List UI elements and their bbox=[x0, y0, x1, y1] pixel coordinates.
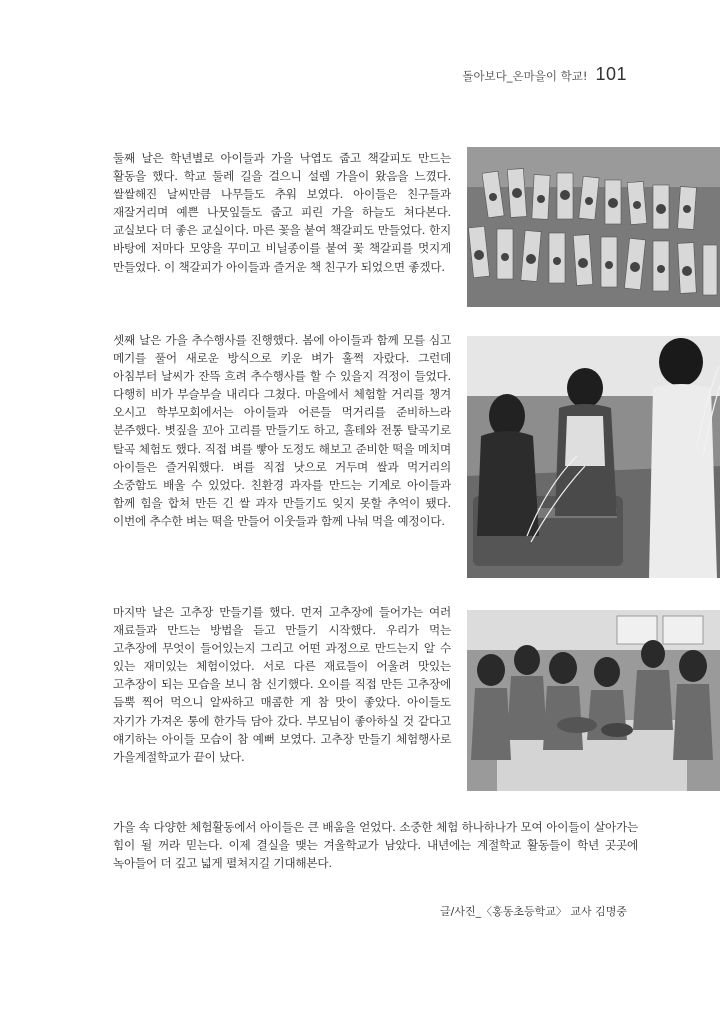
section-title: 돌아보다_온마을이 학교! bbox=[462, 69, 588, 83]
photo-credit: 글/사진_〈홍동초등학교〉 교사 김명중 bbox=[440, 905, 627, 918]
photo-bookmarks bbox=[467, 147, 720, 307]
paragraph-harvest: 셋째 날은 가을 추수행사를 진행했다. 봄에 아이들과 함께 모를 심고 메기를 풀어 새로운 방식으로 키운 벼가 훌쩍 자랐다. 그런데 아침부터 날씨가 잔뜩 흐려 추수행사를 할 수 있을지 걱정이 들었다. 다행히 비가 부슬부슬 내리다 그쳤다. 마을에서 체험할 거리를 챙겨 오시고 학부모회에서는 아이들과 어른들 먹거리를 준비하느라 분주했다. 볏짚을 꼬아 고리를 만들기도 하고, 홀테와 전통 탈곡기로 탈곡 체험도 했다. 직접 벼를 빻아 도정도 해보고 준비한 떡을 메치며 아이들은 즐거워했다. 벼를 직접 낫으로 거두며 쌀과 먹거리의 소중함도 배울 수 있었다. 친환경 과자를 만드는 기계로 아이들과 함께 힘을 합쳐 만든 긴 쌀 과자 만들기도 잊지 못할 추억이 됐다. 이번에 추수한 벼는 떡을 만들어 이웃들과 함께 나눠 먹을 예정이다. bbox=[113, 333, 451, 528]
paragraph-closing: 가을 속 다양한 체험활동에서 아이들은 큰 배움을 얻었다. 소중한 체험 하나하나가 모여 아이들이 살아가는 힘이 될 꺼라 믿는다. 이제 결실을 맺는 겨울학교가 남았다. 내년에는 계절학교 활동들이 학년 곳곳에 녹아들어 더 깊고 넓게 펼쳐지길 기대해본다. bbox=[113, 820, 638, 871]
paragraph-bookmarks: 둘째 날은 학년별로 아이들과 가을 낙엽도 줍고 책갈피도 만드는 활동을 했다. 학교 둘레 길을 걸으니 설렘 가을이 왔음을 느꼈다. 쌀쌀해진 날씨만큼 나무들도 추워 보였다. 아이들은 친구들과 재잘거리며 예쁜 나뭇잎들도 줍고 피린 가을 하늘도 쳐다본다. 교실보다 더 좋은 교실이다. 마른 꽃을 붙여 책갈피도 만들었다. 한지 바탕에 저마다 모양을 꾸미고 비닐종이를 붙여 꽃 책갈피를 멋지게 만들었다. 이 책갈피가 아이들과 즐거운 책 친구가 되었으면 좋겠다. bbox=[113, 151, 451, 274]
page-number: 101 bbox=[595, 64, 627, 84]
photo-harvest bbox=[467, 336, 720, 578]
running-header bbox=[462, 64, 627, 85]
photo-gochujang bbox=[467, 610, 720, 791]
paragraph-gochujang: 마지막 날은 고추장 만들기를 했다. 먼저 고추장에 들어가는 여러 재료들과 만드는 방법을 듣고 만들기 시작했다. 우리가 먹는 고추장에 무엇이 들어있는지 그리고 어떤 과정으로 만드는지 알 수 있는 재미있는 체험이었다. 서로 다른 재료들이 어울려 맛있는 고추장이 되는 모습을 보니 참 신기했다. 오이를 직접 만든 고추장에 듬뿍 찍어 먹으니 알싸하고 매콤한 게 참 맛이 좋았다. 아이들도 자기가 가져온 통에 한가득 담아 갔다. 부모님이 좋아하실 것 같다고 얘기하는 아이들 모습이 참 예뻐 보였다. 고추장 만들기 체험행사로 가을계절학교가 끝이 났다. bbox=[113, 605, 451, 764]
